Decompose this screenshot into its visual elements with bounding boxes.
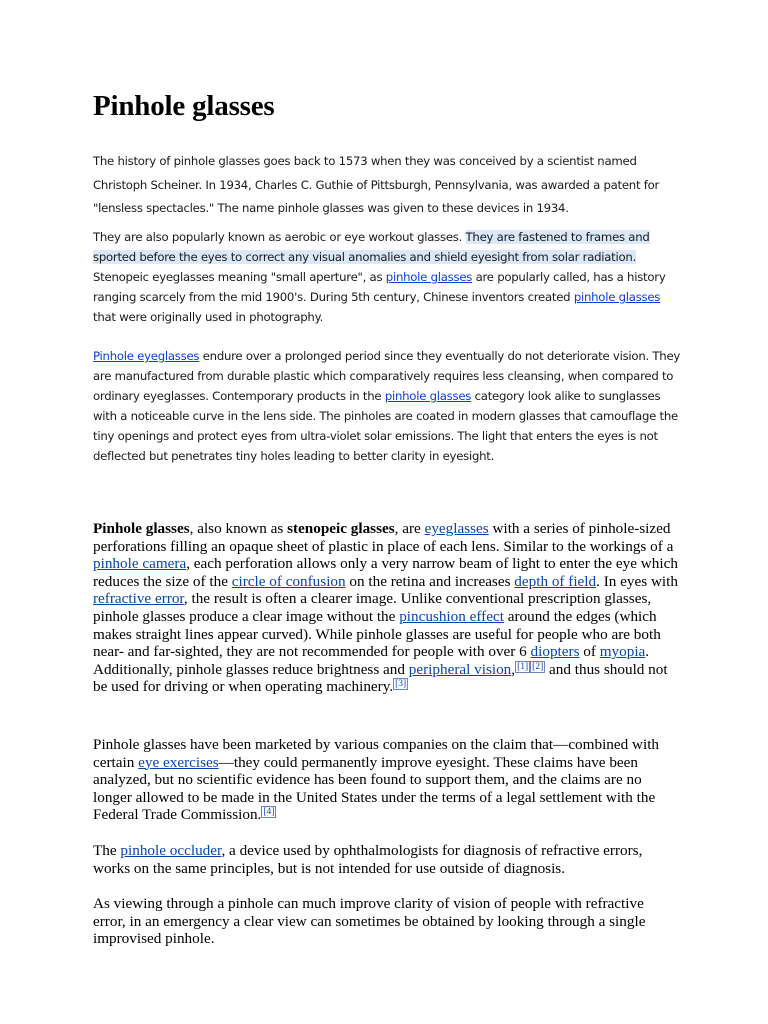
- circle-of-confusion-link[interactable]: circle of confusion: [231, 572, 346, 590]
- pinhole-eyeglasses-link[interactable]: Pinhole eyeglasses: [93, 349, 200, 363]
- refractive-error-link[interactable]: refractive error: [93, 590, 184, 608]
- eye-exercises-link[interactable]: eye exercises: [138, 753, 219, 771]
- citation-link-2[interactable]: [2]: [532, 661, 544, 672]
- wiki-paragraph-marketing: Pinhole glasses have been marketed by various companies on the claim that—combined with certain eye exercises—they could permanently improve eyesight. These claims have been analyzed, but no scientific evidence has been found to support them, and the claims are no longer allowed to be made in the United States under the terms of a legal settlement with the Federal Trade Commission. [4]: [93, 736, 660, 824]
- pinhole-glasses-link[interactable]: pinhole glasses: [573, 290, 661, 304]
- citation-link-1[interactable]: [1]: [517, 661, 529, 672]
- citation-group: [393, 678, 408, 690]
- citation-link-3[interactable]: [3]: [395, 679, 407, 690]
- eyeglasses-link[interactable]: eyeglasses: [424, 520, 489, 537]
- diopters-link[interactable]: diopters: [530, 643, 580, 661]
- pinhole-glasses-link[interactable]: pinhole glasses: [384, 389, 472, 403]
- page-title: Pinhole glasses: [93, 90, 275, 122]
- citation-group: [261, 806, 276, 818]
- pinhole-occluder-link[interactable]: pinhole occluder: [120, 842, 222, 859]
- pincushion-effect-link[interactable]: pincushion effect: [399, 607, 504, 625]
- pinhole-glasses-link[interactable]: pinhole glasses: [385, 270, 473, 284]
- citation-link-4[interactable]: [4]: [263, 807, 275, 818]
- pinhole-camera-link[interactable]: pinhole camera: [93, 555, 187, 573]
- depth-of-field-link[interactable]: depth of field: [514, 572, 597, 590]
- intro-paragraph-history: The history of pinhole glasses goes back to 1573 when they was conceived by a scientist named Christoph Scheiner. In 1934, Charles C. Guthie of Pittsburgh, Pennsylvania, was awarded a patent for "lensless spectacles." The name pinhole glasses was given to these devices in 1934.: [93, 154, 660, 215]
- wiki-paragraph-emergency: As viewing through a pinhole can much improve clarity of vision of people with refractive error, in an emergency a clear view can sometimes be obtained by looking through a single improvised pinhole.: [93, 895, 646, 948]
- citation-group: [515, 661, 545, 673]
- highlighted-text: They are fastened to frames and sported before the eyes to correct any visual anomalies and shield eyesight from solar radiation.: [93, 230, 650, 264]
- wiki-paragraph-definition: Pinhole glasses, also known as stenopeic glasses, are eyeglasses with a series of pinhole-sized perforations filling an opaque sheet of plastic in place of each lens. Similar to the workings of a pinhole camera, each perforation allows only a very narrow beam of light to enter the eye which reduces the size of the circle of confusion on the retina and increases depth of field. In eyes with refractive error, the result is often a clearer image. Unlike conventional prescription glasses, pinhole glasses produce a clear image without the pincushion effect around the edges (which makes straight lines appear curved). While pinhole glasses are useful for people who are both near- and far-sighted, they are not recommended for people with over 6 diopters of myopia. Additionally, pinhole glasses reduce brightness and peripheral vision, [1] [2] and thus should not be used for driving or when operating machinery. [3]: [93, 520, 678, 696]
- intro-paragraph-durability: Pinhole eyeglasses endure over a prolonged period since they eventually do not deteriorate vision. They are manufactured from durable plastic which comparatively requires less cleansing, when compared to ordinary eyeglasses. Contemporary products in the pinhole glasses category look alike to sunglasses with a noticeable curve in the lens side. The pinholes are coated in modern glasses that camouflage the tiny openings and protect eyes from ultra-violet solar emissions. The light that enters the eyes is not deflected but penetrates tiny holes leading to better clarity in eyesight.: [93, 349, 681, 463]
- peripheral-vision-link[interactable]: peripheral vision: [408, 660, 512, 678]
- myopia-link[interactable]: myopia: [599, 643, 646, 661]
- intro-paragraph-aerobic: They are also popularly known as aerobic or eye workout glasses. They are fastened to frames and sported before the eyes to correct any visual anomalies and shield eyesight from solar radiation. Stenopeic eyeglasses meaning "small aperture", as pinhole glasses are popularly called, has a history ranging scarcely from the mid 1900's. During 5th century, Chinese inventors created pinhole glasses that were originally used in photography.: [93, 230, 666, 324]
- wiki-paragraph-occluder: The pinhole occluder, a device used by ophthalmologists for diagnosis of refractive errors, works on the same principles, but is not intended for use outside of diagnosis.: [93, 842, 643, 877]
